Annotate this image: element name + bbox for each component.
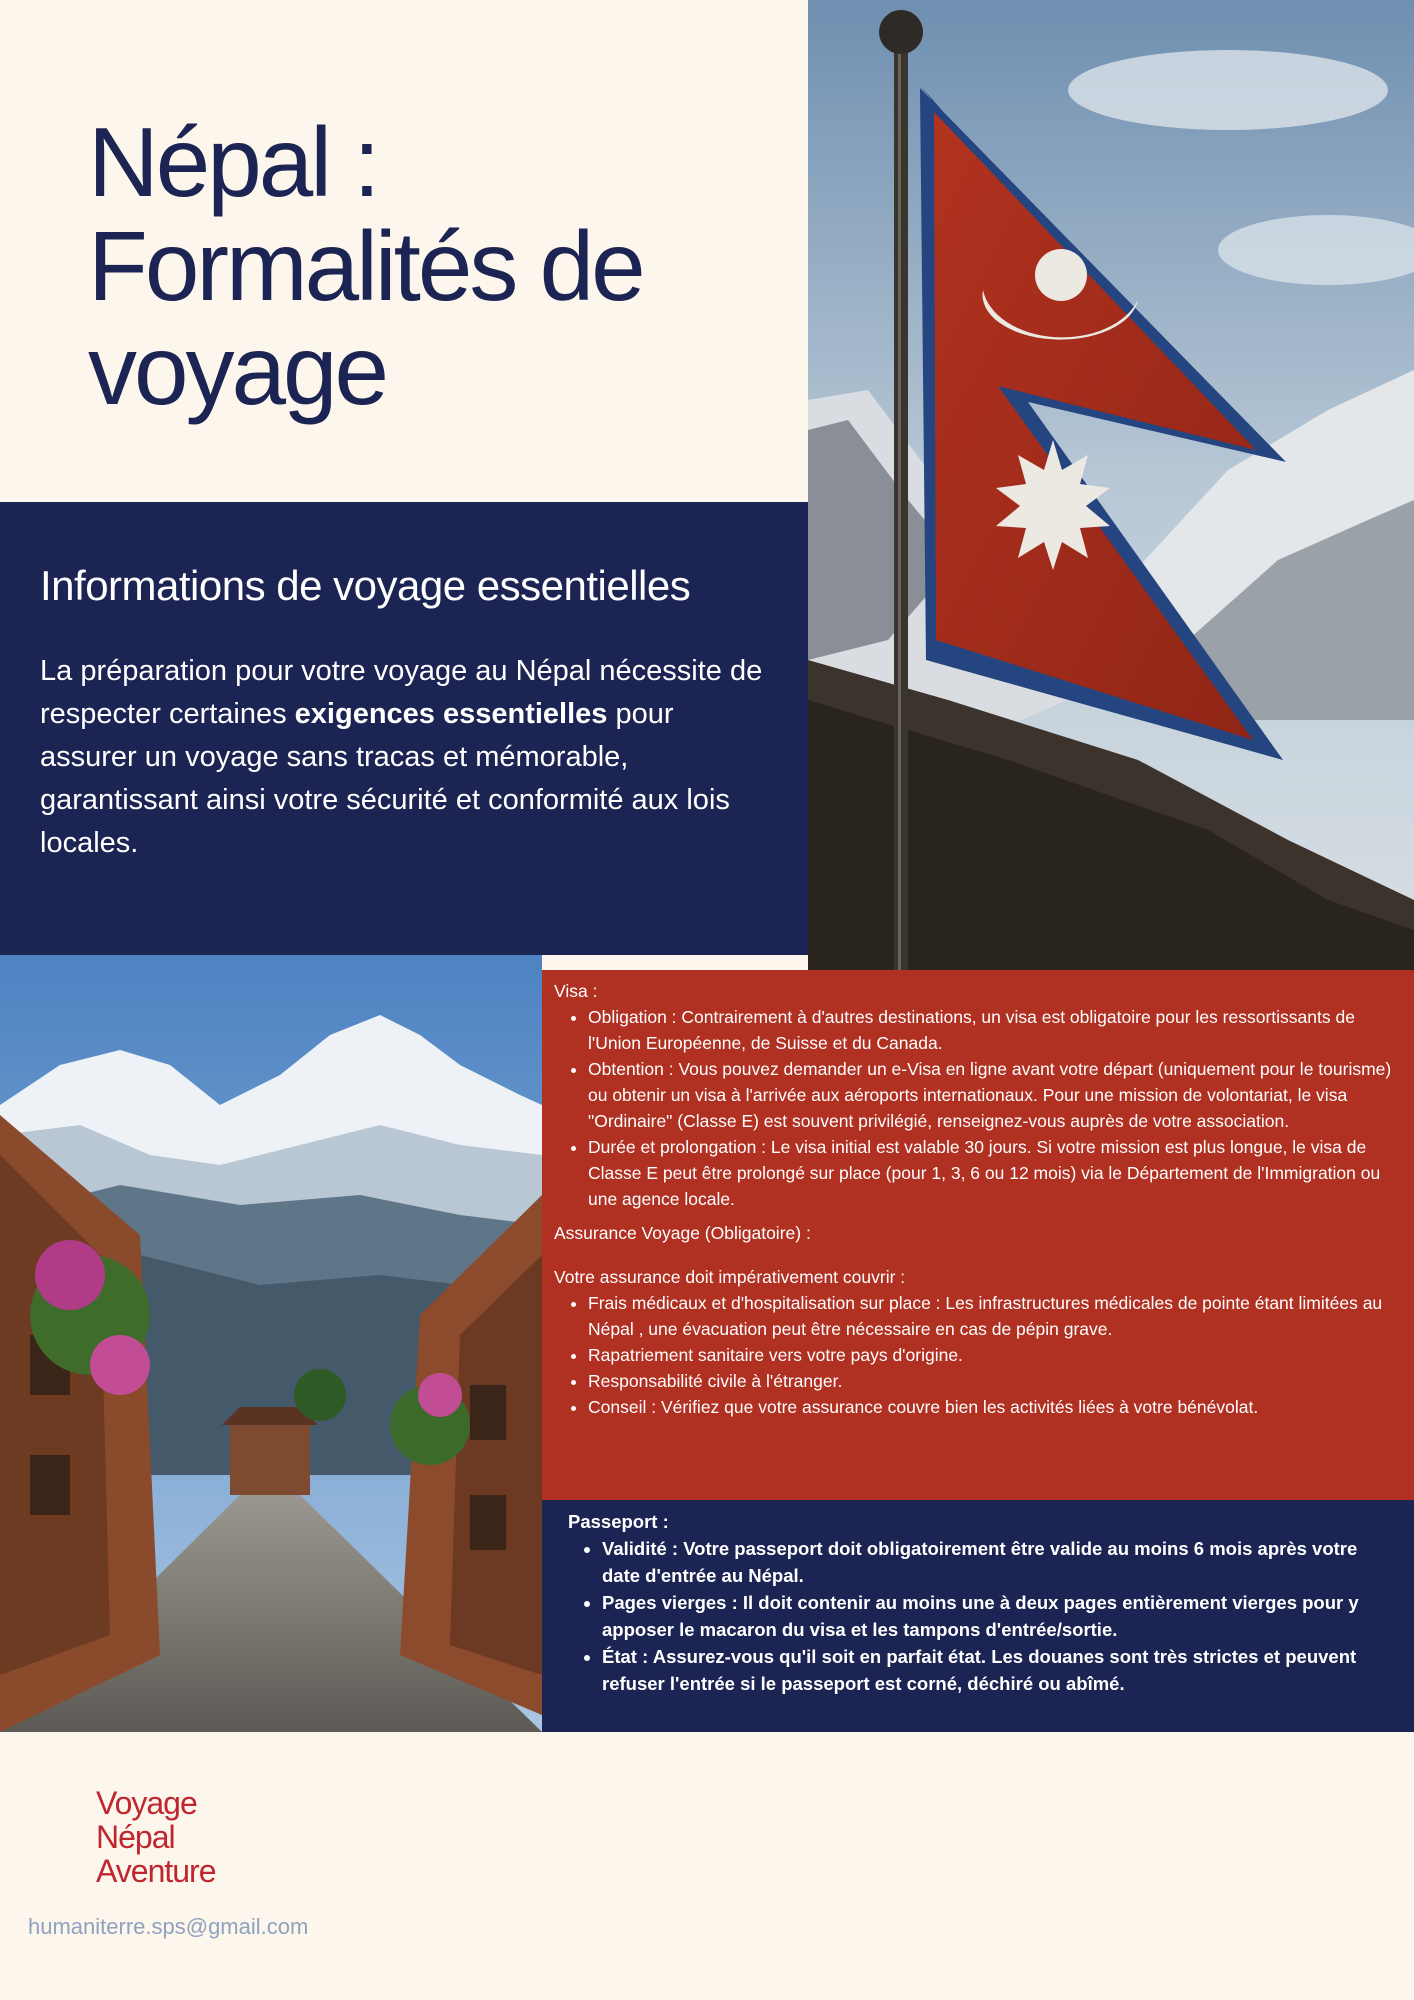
intro-section bbox=[0, 502, 808, 955]
passport-panel bbox=[542, 1500, 1414, 1732]
village-street-photo bbox=[0, 955, 542, 1732]
visa-list bbox=[554, 1004, 1400, 1212]
list-item: • État : Assurez-vous qu'il soit en parfait état. Les douanes sont très strictes et peuvent refuser l'entrée si le passeport est corné, déchiré ou abîmé. bbox=[602, 1643, 1374, 1697]
intro-text: pour assurer un voyage sans tracas et mémorable, garantissant ainsi votre sécurité et conformité aux lois locales. bbox=[40, 698, 730, 859]
list-item: • Responsabilité civile à l'étranger. bbox=[588, 1368, 1400, 1394]
brand-line: Népal bbox=[96, 1819, 175, 1855]
brand-line: Aventure bbox=[96, 1853, 216, 1889]
list-item: • Validité : Votre passeport doit obligatoirement être valide au moins 6 mois après votre date d'entrée au Népal. bbox=[602, 1535, 1374, 1589]
list-item: • Rapatriement sanitaire vers votre pays d'origine. bbox=[588, 1342, 1400, 1368]
passport-list bbox=[568, 1535, 1374, 1697]
spacer bbox=[554, 1246, 1400, 1264]
nepal-flag-photo bbox=[808, 0, 1414, 970]
insurance-list bbox=[554, 1290, 1400, 1420]
visa-heading: Visa : bbox=[554, 981, 598, 1001]
list-item: • Pages vierges : Il doit contenir au moins une à deux pages entièrement vierges pour y apposer le macaron du visa et les tampons d'entrée/sortie. bbox=[602, 1589, 1374, 1643]
title-line: Népal : bbox=[88, 107, 378, 217]
list-item: • Obligation : Contrairement à d'autres destinations, un visa est obligatoire pour les ressortissants de l'Union Européenne, de Suisse et du Canada. bbox=[588, 1004, 1400, 1056]
intro-emphasis: exigences essentielles bbox=[294, 698, 608, 730]
title-line: Formalités de bbox=[88, 211, 643, 321]
intro-paragraph bbox=[40, 650, 768, 865]
list-item: • Durée et prolongation : Le visa initial est valable 30 jours. Si votre mission est plus longue, le visa de Classe E peut être prolongé sur place (pour 1, 3, 6 ou 12 mois) via le Département de l'Immigration ou une agence locale. bbox=[588, 1134, 1400, 1212]
list-item: • Frais médicaux et d'hospitalisation sur place : Les infrastructures médicales de pointe étant limitées au Népal , une évacuation peut être nécessaire en cas de pépin grave. bbox=[588, 1290, 1400, 1342]
brand-logo-text bbox=[96, 1786, 216, 1888]
passport-heading: Passeport : bbox=[568, 1511, 669, 1532]
list-item: • Conseil : Vérifiez que votre assurance couvre bien les activités liées à votre bénévolat. bbox=[588, 1394, 1400, 1420]
insurance-heading: Assurance Voyage (Obligatoire) : bbox=[554, 1223, 811, 1243]
contact-email[interactable]: humaniterre.sps@gmail.com bbox=[28, 1914, 309, 1939]
title-line: voyage bbox=[88, 315, 387, 425]
insurance-subheading: Votre assurance doit impérativement couvrir : bbox=[554, 1267, 906, 1287]
list-item: • Obtention : Vous pouvez demander un e-Visa en ligne avant votre départ (uniquement pour le tourisme) ou obtenir un visa à l'arrivée aux aéroports internationaux. Pour une mission de volontariat, le visa "Ordinaire" (Classe E) est souvent privilégié, renseignez-vous auprès de votre association. bbox=[588, 1056, 1400, 1134]
intro-text: La préparation pour votre voyage au Népal nécessite de respecter certaines bbox=[40, 655, 763, 730]
visa-insurance-panel bbox=[542, 970, 1414, 1500]
page-title bbox=[88, 107, 788, 425]
brand-line: Voyage bbox=[96, 1785, 197, 1821]
intro-heading: Informations de voyage essentielles bbox=[40, 562, 691, 609]
